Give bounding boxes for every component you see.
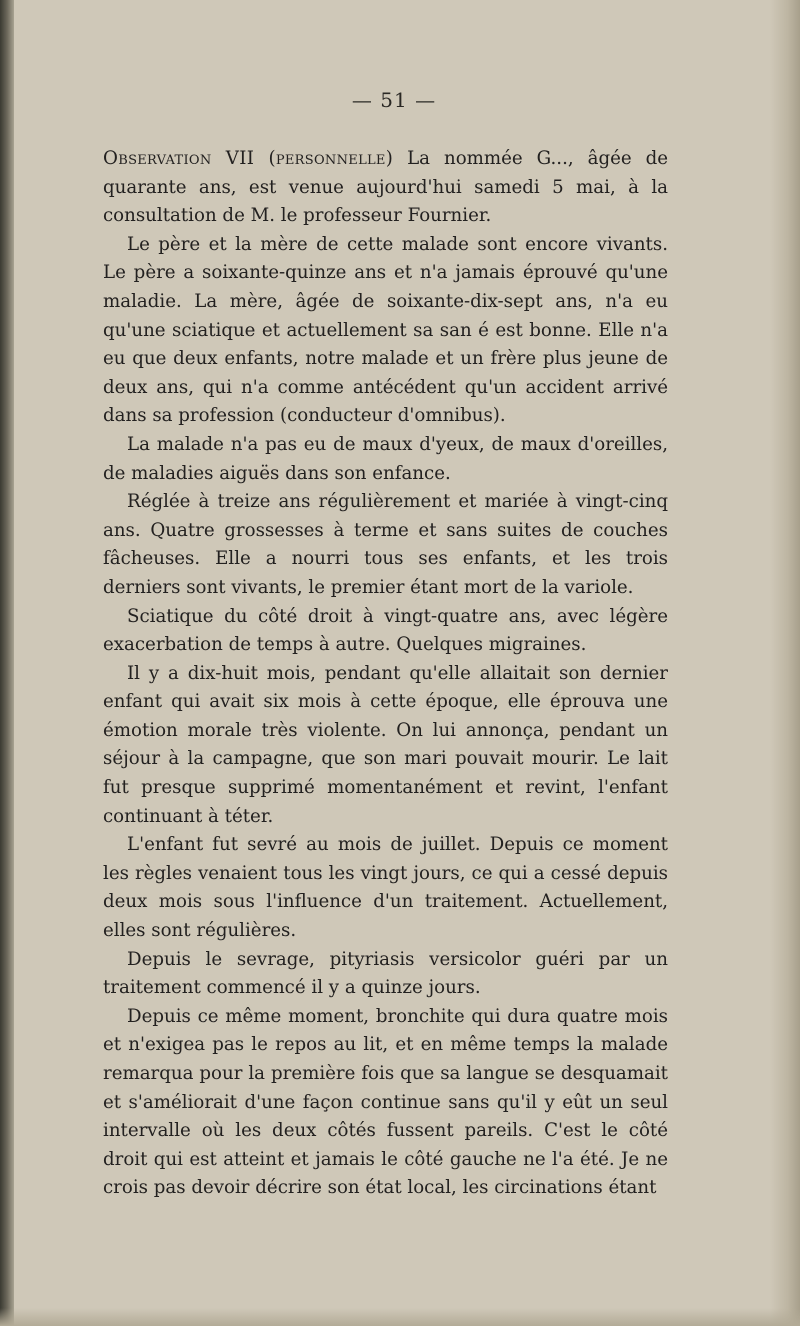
paragraph-parents: Le père et la mère de cette malade sont encore vivants. Le père a soixante-quinze ans et n'a jamais éprouvé qu'une maladie. La mère, âgée de soixante-dix-sept ans, n'a eu qu'une sciatique et actuellement sa san é est bonne. Elle n'a eu que deux enfants, notre malade et un frère plus jeune de deux ans, qui n'a comme antécédent qu'un accident arrivé dans sa profession (conducteur d'omnibus). [103, 233, 668, 427]
paragraph-menstruation: Réglée à treize ans régulièrement et mariée à vingt-cinq ans. Quatre grossesses à terme et sans suites de couches fâcheuses. Elle a nourri tous ses enfants, et les trois derniers sont vivants, le premier étant mort de la variole. [103, 491, 668, 598]
body-text [103, 145, 668, 1203]
observation-heading: Observation VII (personnelle) [103, 148, 394, 169]
observation-intro-text: La nommée G..., âgée de quarante ans, est venue aujourd'hui samedi 5 mai, à la consultation de M. le professeur Fournier. [103, 148, 668, 227]
paragraph-pityriasis: Depuis le sevrage, pityriasis versicolor guéri par un traitement commencé il y a quinze jours. [103, 948, 668, 999]
paragraph-bronchitis: Depuis ce même moment, bronchite qui dura quatre mois et n'exigea pas le repos au lit, et en même temps la malade remarqua pour la première fois que sa langue se desquamait et s'améliorait d'une façon continue sans qu'il y eût un seul intervalle où les deux côtés fussent pareils. C'est le côté droit qui est atteint et jamais le côté gauche ne l'a été. Je ne crois pas devoir décrire son état local, les circinations étant [103, 1005, 668, 1199]
paragraph-sciatica: Sciatique du côté droit à vingt-quatre ans, avec légère exacerbation de temps à autre. Quelques migraines. [103, 605, 668, 656]
paragraph-childhood: La malade n'a pas eu de maux d'yeux, de maux d'oreilles, de maladies aiguës dans son enfance. [103, 433, 668, 484]
page-number: — 51 — [351, 88, 437, 112]
paragraph-observation-intro [103, 145, 668, 231]
paragraph-emotion: Il y a dix-huit mois, pendant qu'elle allaitait son dernier enfant qui avait six mois à cette époque, elle éprouva une émotion morale très violente. On lui annonça, pendant un séjour à la campagne, que son mari pouvait mourir. Le lait fut presque supprimé momentanément et revint, l'enfant continuant à téter. [103, 662, 668, 827]
paragraph-weaning: L'enfant fut sevré au mois de juillet. Depuis ce moment les règles venaient tous les vingt jours, ce qui a cessé depuis deux mois sous l'influence d'un traitement. Actuellement, elles sont régulières. [103, 834, 668, 942]
book-page [18, 0, 770, 1326]
scan-edge-right [770, 0, 800, 1326]
scan-edge-left [0, 0, 14, 1326]
